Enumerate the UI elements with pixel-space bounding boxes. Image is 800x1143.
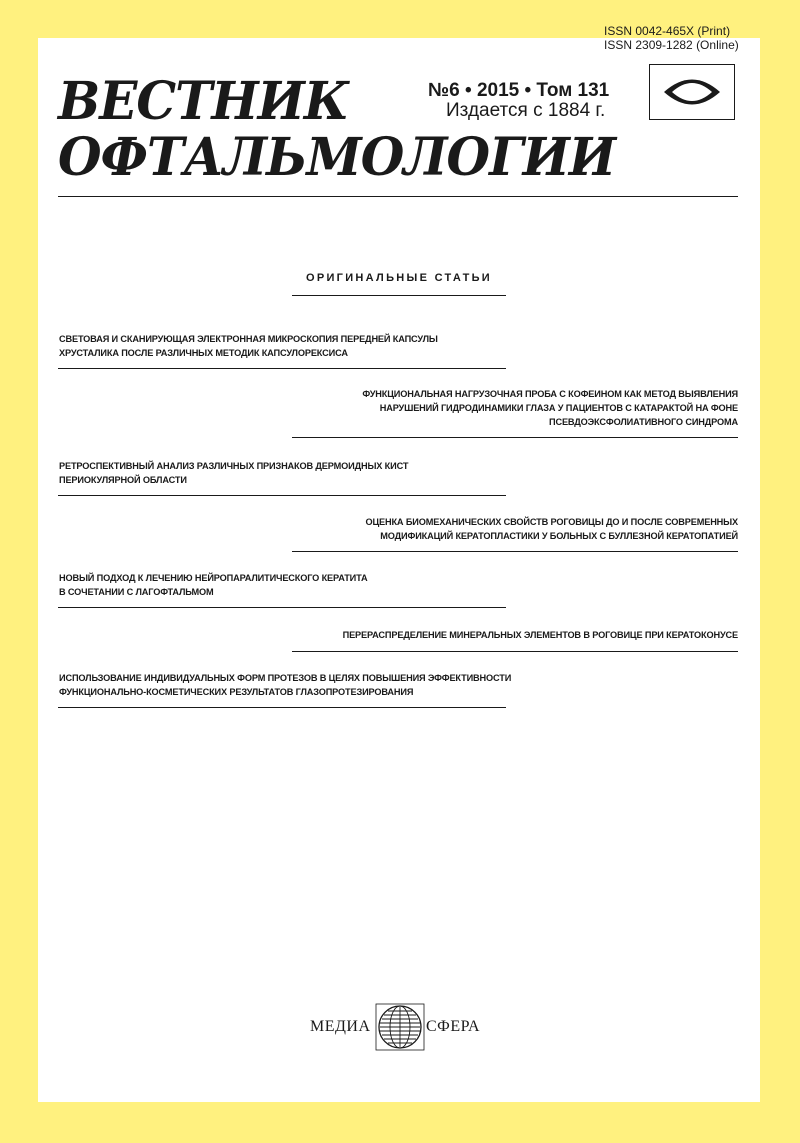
article-title-line: МОДИФИКАЦИЙ КЕРАТОПЛАСТИКИ У БОЛЬНЫХ С БУЛЛЕЗНОЙ КЕРАТОПАТИЕЙ xyxy=(380,531,738,541)
article-rule xyxy=(292,551,738,552)
issn-online: ISSN 2309-1282 (Online) xyxy=(604,38,739,52)
journal-title-line2: ОФТАЛЬМОЛОГИИ xyxy=(58,125,616,188)
cover-page xyxy=(38,38,760,1102)
article-title-line: ОЦЕНКА БИОМЕХАНИЧЕСКИХ СВОЙСТВ РОГОВИЦЫ ДО И ПОСЛЕ СОВРЕМЕННЫХ xyxy=(365,517,738,527)
article-title-line: ПСЕВДОЭКСФОЛИАТИВНОГО СИНДРОМА xyxy=(549,417,738,427)
journal-logo xyxy=(649,64,735,120)
journal-title-line1: ВЕСТНИК xyxy=(58,69,349,132)
article-rule xyxy=(58,495,506,496)
article-title-line: ПЕРИОКУЛЯРНОЙ ОБЛАСТИ xyxy=(59,475,187,485)
eye-icon xyxy=(660,73,724,111)
article-rule xyxy=(58,707,506,708)
article-title-line: ХРУСТАЛИКА ПОСЛЕ РАЗЛИЧНЫХ МЕТОДИК КАПСУЛОРЕКСИСА xyxy=(59,348,348,358)
article-rule xyxy=(292,437,738,438)
article-title-line: РЕТРОСПЕКТИВНЫЙ АНАЛИЗ РАЗЛИЧНЫХ ПРИЗНАКОВ ДЕРМОИДНЫХ КИСТ xyxy=(59,461,409,471)
publisher-name-right: СФЕРА xyxy=(426,1018,480,1035)
article-title xyxy=(59,671,511,699)
article-title xyxy=(59,459,408,487)
publisher-logo xyxy=(310,1001,490,1053)
article-title xyxy=(343,628,738,642)
globe-icon xyxy=(374,1001,426,1053)
article-title-line: СВЕТОВАЯ И СКАНИРУЮЩАЯ ЭЛЕКТРОННАЯ МИКРОСКОПИЯ ПЕРЕДНЕЙ КАПСУЛЫ xyxy=(59,334,438,344)
article-rule xyxy=(58,368,506,369)
article-title-line: ПЕРЕРАСПРЕДЕЛЕНИЕ МИНЕРАЛЬНЫХ ЭЛЕМЕНТОВ В РОГОВИЦЕ ПРИ КЕРАТОКОНУСЕ xyxy=(342,630,738,640)
article-title-line: ИСПОЛЬЗОВАНИЕ ИНДИВИДУАЛЬНЫХ ФОРМ ПРОТЕЗОВ В ЦЕЛЯХ ПОВЫШЕНИЯ ЭФФЕКТИВНОСТИ xyxy=(59,673,512,683)
section-rule xyxy=(292,295,506,296)
article-rule xyxy=(292,651,738,652)
header-rule xyxy=(58,196,738,197)
article-title xyxy=(59,332,438,360)
article-title-line: НАРУШЕНИЙ ГИДРОДИНАМИКИ ГЛАЗА У ПАЦИЕНТОВ С КАТАРАКТОЙ НА ФОНЕ xyxy=(379,403,738,413)
issue-info: №6 • 2015 • Том 131 xyxy=(428,80,610,101)
article-title-line: ФУНКЦИОНАЛЬНО-КОСМЕТИЧЕСКИХ РЕЗУЛЬТАТОВ ГЛАЗОПРОТЕЗИРОВАНИЯ xyxy=(59,687,414,697)
article-title-line: НОВЫЙ ПОДХОД К ЛЕЧЕНИЮ НЕЙРОПАРАЛИТИЧЕСКОГО КЕРАТИТА xyxy=(59,573,368,583)
issn-print: ISSN 0042-465X (Print) xyxy=(604,24,731,38)
publisher-name-left: МЕДИА xyxy=(310,1018,371,1035)
article-title xyxy=(59,571,368,599)
article-rule xyxy=(58,607,506,608)
article-title-line: ФУНКЦИОНАЛЬНАЯ НАГРУЗОЧНАЯ ПРОБА С КОФЕИНОМ КАК МЕТОД ВЫЯВЛЕНИЯ xyxy=(362,389,738,399)
section-heading: ОРИГИНАЛЬНЫЕ СТАТЬИ xyxy=(305,272,493,284)
article-title xyxy=(362,387,738,429)
article-title xyxy=(365,515,738,543)
published-since: Издается с 1884 г. xyxy=(446,100,606,121)
article-title-line: В СОЧЕТАНИИ С ЛАГОФТАЛЬМОМ xyxy=(59,587,214,597)
